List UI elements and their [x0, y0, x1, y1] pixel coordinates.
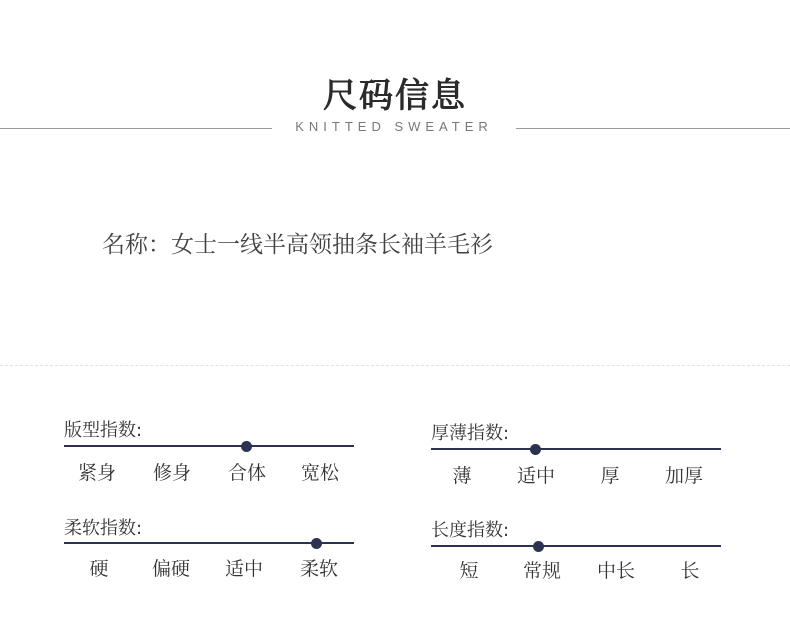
thickness-option-extra-thick: 加厚: [664, 465, 703, 487]
fit-index-label: 版型指数:: [64, 420, 143, 441]
fit-index-track: [64, 445, 354, 447]
fit-option-slim: 修身: [152, 462, 191, 484]
length-index-marker: [533, 541, 544, 552]
softness-option-medium: 适中: [224, 558, 263, 580]
softness-index-label: 柔软指数:: [64, 518, 143, 539]
fit-option-tight: 紧身: [77, 462, 116, 484]
product-name: 名称：女士一线半高领抽条长袖羊毛衫: [102, 232, 493, 258]
fit-index-marker: [241, 441, 252, 452]
thickness-option-thin: 薄: [452, 465, 472, 487]
page-title: 尺码信息: [323, 76, 467, 116]
page-subtitle: KNITTED SWEATER: [295, 119, 493, 134]
thickness-index-label: 厚薄指数:: [431, 423, 510, 444]
length-option-regular: 常规: [522, 560, 561, 582]
length-option-mid-long: 中长: [596, 560, 635, 582]
thickness-index-track: [431, 448, 721, 450]
length-index-label: 长度指数:: [431, 520, 510, 541]
thickness-option-medium: 适中: [516, 465, 555, 487]
thickness-index-marker: [530, 444, 541, 455]
section-divider: [0, 365, 790, 366]
softness-index-marker: [311, 538, 322, 549]
length-index-track: [431, 545, 721, 547]
softness-option-semi-hard: 偏硬: [151, 558, 190, 580]
subtitle-line-right: [516, 128, 790, 129]
subtitle-line-left: [0, 128, 272, 129]
length-option-short: 短: [459, 560, 479, 582]
softness-option-soft: 柔软: [299, 558, 338, 580]
thickness-option-thick: 厚: [600, 465, 620, 487]
softness-option-hard: 硬: [89, 558, 109, 580]
fit-option-loose: 宽松: [300, 462, 339, 484]
length-option-long: 长: [680, 560, 700, 582]
fit-option-regular: 合体: [227, 462, 266, 484]
